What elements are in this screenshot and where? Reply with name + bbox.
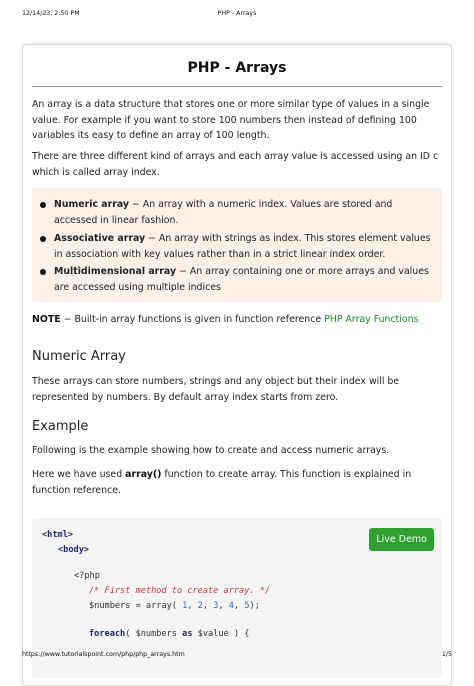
intro-paragraph: An array is a data structure that stores one or more similar type of values in a single value. For example if you want to store 100 numbers then instead of defining 100 variables its easy to define an array of 100 length. (32, 99, 430, 141)
example-text-pre: Here we have used (32, 469, 126, 480)
code-line: <?php (74, 571, 100, 581)
list-item-desc: − An array containing one or more arrays and values are accessed using multiple indices (54, 266, 429, 293)
print-footer (22, 651, 452, 661)
intro-paragraph-2: There are three different kind of arrays and each array value is accessed using an ID c which is called array index. (32, 151, 439, 178)
code-func: array( (145, 601, 177, 611)
note-label: NOTE (32, 314, 61, 325)
bullet-icon (40, 236, 46, 242)
list-item-term: Multidimensional array (54, 266, 177, 277)
array-kinds-callout (32, 188, 442, 302)
live-demo-button[interactable]: Live Demo (369, 528, 434, 551)
title-divider (32, 86, 442, 87)
code-number: 5 (239, 601, 250, 611)
example-paragraph: Following is the example showing how to create and access numeric arrays. (32, 445, 390, 456)
print-page-number: 1/5 (441, 651, 452, 658)
array-function-name: array() (125, 469, 162, 480)
print-url: https://www.tutorialspoint.com/php/php_arrays.htm (22, 651, 185, 658)
list-item (54, 197, 438, 228)
array-functions-link[interactable]: PHP Array Functions (324, 314, 419, 325)
print-datetime: 12/14/23, 2:50 PM (22, 10, 80, 17)
print-doc-title: PHP - Arrays (217, 10, 257, 17)
code-number: 2 (192, 601, 203, 611)
code-text: ( $numbers (125, 629, 183, 639)
code-line: $numbers = array( 1, 2, 3, 4, 5); (89, 601, 260, 611)
code-number: 4 (223, 601, 234, 611)
code-keyword: foreach (89, 629, 126, 639)
example-paragraph-2 (32, 467, 444, 498)
list-item-desc: − An array with a numeric index. Values are stored and accessed in linear fashion. (54, 199, 393, 226)
numeric-array-paragraph: These arrays can store numbers, strings and any object but their index will be represented by numbers. By default array index starts from zero. (32, 376, 400, 403)
code-line: <body> (58, 545, 90, 555)
note-text: − Built-in array functions is given in function reference (60, 314, 325, 325)
list-item-term: Numeric array (54, 199, 130, 210)
bullet-icon (40, 269, 46, 275)
list-item (54, 231, 438, 262)
example-text-post: function to create array. This function is explained in function reference. (32, 469, 412, 496)
print-header (22, 10, 452, 20)
numeric-array-heading: Numeric Array (32, 349, 126, 364)
code-number: 3 (208, 601, 219, 611)
code-text: $value ) { (192, 629, 250, 639)
note-paragraph (32, 312, 444, 328)
list-item-desc: − An array with strings as index. This stores element values in association with key values rather than in a strict linear index order. (54, 233, 431, 260)
code-line: <html> (42, 530, 74, 540)
code-line (89, 629, 249, 639)
code-var: $numbers = (89, 601, 146, 611)
code-keyword: as (182, 629, 193, 639)
page-title: PHP - Arrays (187, 60, 287, 76)
list-item (54, 264, 438, 295)
list-item-term: Associative array (54, 233, 146, 244)
bullet-icon (40, 202, 46, 208)
code-number: 1 (176, 601, 188, 611)
code-comment: /* First method to create array. */ (89, 586, 271, 596)
example-heading: Example (32, 419, 89, 434)
